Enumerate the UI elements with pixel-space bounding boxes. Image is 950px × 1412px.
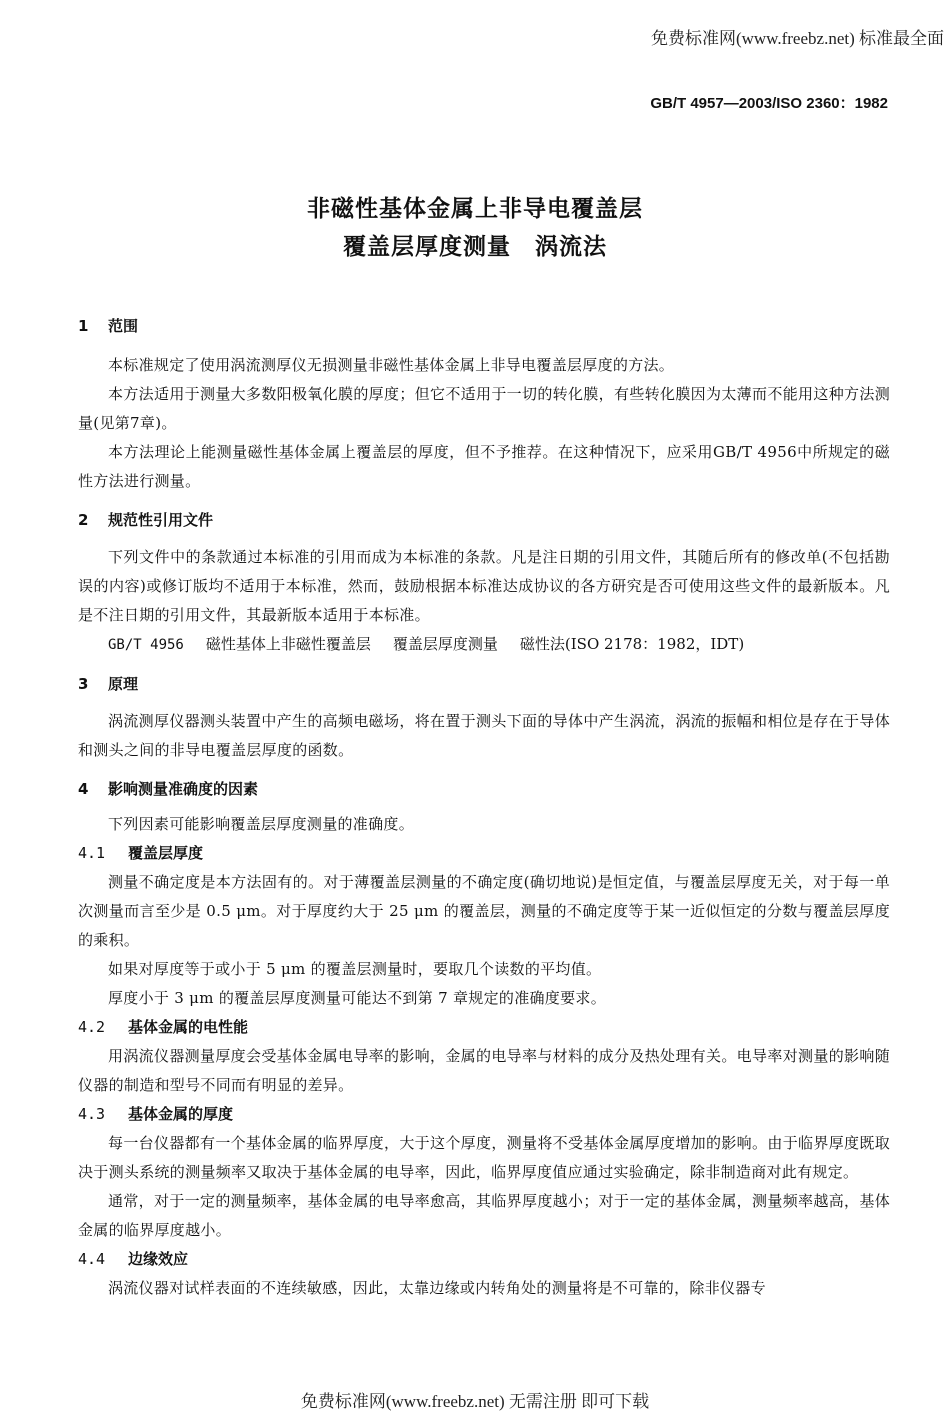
reference-title-part: 覆盖层厚度测量: [392, 635, 498, 653]
reference-title-part: 磁性法(ISO 2178：1982，IDT): [519, 635, 745, 653]
watermark-bottom[interactable]: 免费标准网(www.freebz.net) 无需注册 即可下载: [300, 1392, 650, 1411]
subsection-heading-coating-thickness: [78, 839, 890, 868]
subsection-title: 基体金属的厚度: [128, 1105, 234, 1123]
reference-code: GB/T 4956: [108, 637, 184, 653]
subsection-heading-electrical-properties: [78, 1013, 890, 1042]
subsection-number: 4.3: [78, 1105, 106, 1123]
paragraph: 测量不确定度是本方法固有的。对于薄覆盖层测量的不确定度(确切地说)是恒定值，与覆盖层厚度无关，对于每一单次测量而言至少是 0.5 μm。对于厚度约大于 25 μm 的覆盖层，测量的不确定度等于某一近似恒定的分数与覆盖层厚度的乘积。: [78, 873, 890, 949]
subsection-number: 4.1: [78, 844, 106, 862]
subsection-number: 4.2: [78, 1018, 106, 1036]
paragraph: 涡流测厚仪器测头装置中产生的高频电磁场，将在置于测头下面的导体中产生涡流，涡流的振幅和相位是存在于导体和测头之间的非导电覆盖层厚度的函数。: [78, 712, 890, 759]
section-heading-factors: [78, 775, 890, 804]
document-title-line-2: 覆盖层厚度测量 涡流法: [343, 234, 607, 260]
reference-entry: [78, 630, 890, 660]
section-heading-normative-references: [78, 506, 890, 535]
subsection-title: 边缘效应: [128, 1250, 189, 1268]
subsection-heading-edge-effect: [78, 1245, 890, 1274]
paragraph: 通常，对于一定的测量频率，基体金属的电导率愈高，其临界厚度越小；对于一定的基体金属，测量频率越高，基体金属的临界厚度越小。: [78, 1192, 890, 1239]
paragraph: 用涡流仪器测量厚度会受基体金属电导率的影响，金属的电导率与材料的成分及热处理有关。电导率对测量的影响随仪器的制造和型号不同而有明显的差异。: [78, 1047, 890, 1094]
section-title: 影响测量准确度的因素: [108, 780, 259, 798]
standard-number: GB/T 4957—2003/ISO 2360：1982: [650, 95, 888, 112]
paragraph: 下列因素可能影响覆盖层厚度测量的准确度。: [108, 815, 415, 833]
paragraph: 下列文件中的条款通过本标准的引用而成为本标准的条款。凡是注日期的引用文件，其随后所有的修改单(不包括勘误的内容)或修订版均不适用于本标准，然而，鼓励根据本标准达成协议的各方研究是否可使用这些文件的最新版本。凡是不注日期的引用文件，其最新版本适用于本标准。: [78, 548, 890, 624]
document-title-line-1: 非磁性基体金属上非导电覆盖层: [307, 196, 643, 222]
reference-title-part: 磁性基体上非磁性覆盖层: [205, 635, 371, 653]
section-heading-principle: [78, 670, 890, 699]
subsection-title: 覆盖层厚度: [128, 844, 204, 862]
paragraph: 本方法适用于测量大多数阳极氧化膜的厚度；但它不适用于一切的转化膜，有些转化膜因为太薄而不能用这种方法测量(见第7章)。: [78, 385, 890, 432]
paragraph: 每一台仪器都有一个基体金属的临界厚度，大于这个厚度，测量将不受基体金属厚度增加的影响。由于临界厚度既取决于测头系统的测量频率又取决于基体金属的电导率，因此，临界厚度值应通过实验确定，除非制造商对此有规定。: [78, 1134, 890, 1181]
document-body: [78, 312, 890, 1303]
watermark-top[interactable]: 免费标准网(www.freebz.net) 标准最全面: [650, 29, 944, 48]
section-title: 规范性引用文件: [108, 511, 214, 529]
subsection-title: 基体金属的电性能: [128, 1018, 249, 1036]
paragraph: 涡流仪器对试样表面的不连续敏感，因此，太靠边缘或内转角处的测量将是不可靠的，除非仪器专: [108, 1279, 766, 1297]
paragraph: 厚度小于 3 μm 的覆盖层厚度测量可能达不到第 7 章规定的准确度要求。: [108, 989, 607, 1007]
section-title: 原理: [108, 675, 139, 693]
section-number: 2: [78, 511, 89, 529]
section-heading-scope: [78, 312, 890, 341]
section-number: 1: [78, 317, 89, 335]
paragraph: 本方法理论上能测量磁性基体金属上覆盖层的厚度，但不予推荐。在这种情况下，应采用GB/T 4956中所规定的磁性方法进行测量。: [78, 443, 890, 490]
section-number: 3: [78, 675, 89, 693]
section-title: 范围: [108, 317, 139, 335]
subsection-heading-base-metal-thickness: [78, 1100, 890, 1129]
paragraph: 如果对厚度等于或小于 5 μm 的覆盖层测量时，要取几个读数的平均值。: [108, 960, 602, 978]
paragraph: 本标准规定了使用涡流测厚仪无损测量非磁性基体金属上非导电覆盖层厚度的方法。: [108, 356, 675, 374]
section-number: 4: [78, 780, 89, 798]
subsection-number: 4.4: [78, 1250, 106, 1268]
